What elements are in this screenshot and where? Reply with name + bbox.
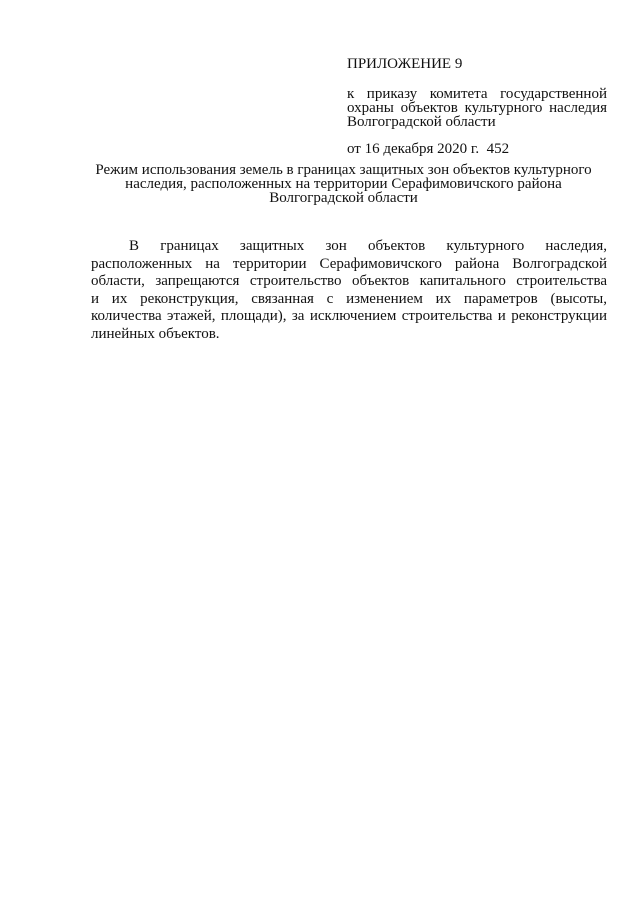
appendix-block [347,56,607,158]
appendix-title: ПРИЛОЖЕНИЕ 9 [347,56,463,72]
appendix-date: от 16 декабря 2020 г. 452 [347,141,510,157]
appendix-reference-line: охраны объектов культурного наследия [347,100,607,116]
body-line: расположенных на территории Серафимовичского района Волгоградской [91,255,607,272]
body-paragraph [91,238,607,343]
heading-line: наследия, расположенных на территории Серафимовичского района [125,176,562,192]
appendix-reference-line: к приказу комитета государственной [347,86,607,102]
appendix-reference-line: Волгоградской области [347,114,496,130]
body-line: линейных объектов. [91,325,220,342]
body-line: количества этажей, площади), за исключением строительства и реконструкции [91,308,607,324]
body-line: области, запрещаются строительство объектов капитального строительства [91,273,607,289]
document-heading [80,163,607,205]
appendix-reference [347,87,607,129]
body-line: и их реконструкция, связанная с изменением их параметров (высоты, [91,290,607,307]
body-line: В границах защитных зон объектов культурного наследия, [129,238,607,254]
heading-line: Режим использования земель в границах защитных зон объектов культурного [95,162,592,178]
heading-line: Волгоградской области [269,190,418,206]
